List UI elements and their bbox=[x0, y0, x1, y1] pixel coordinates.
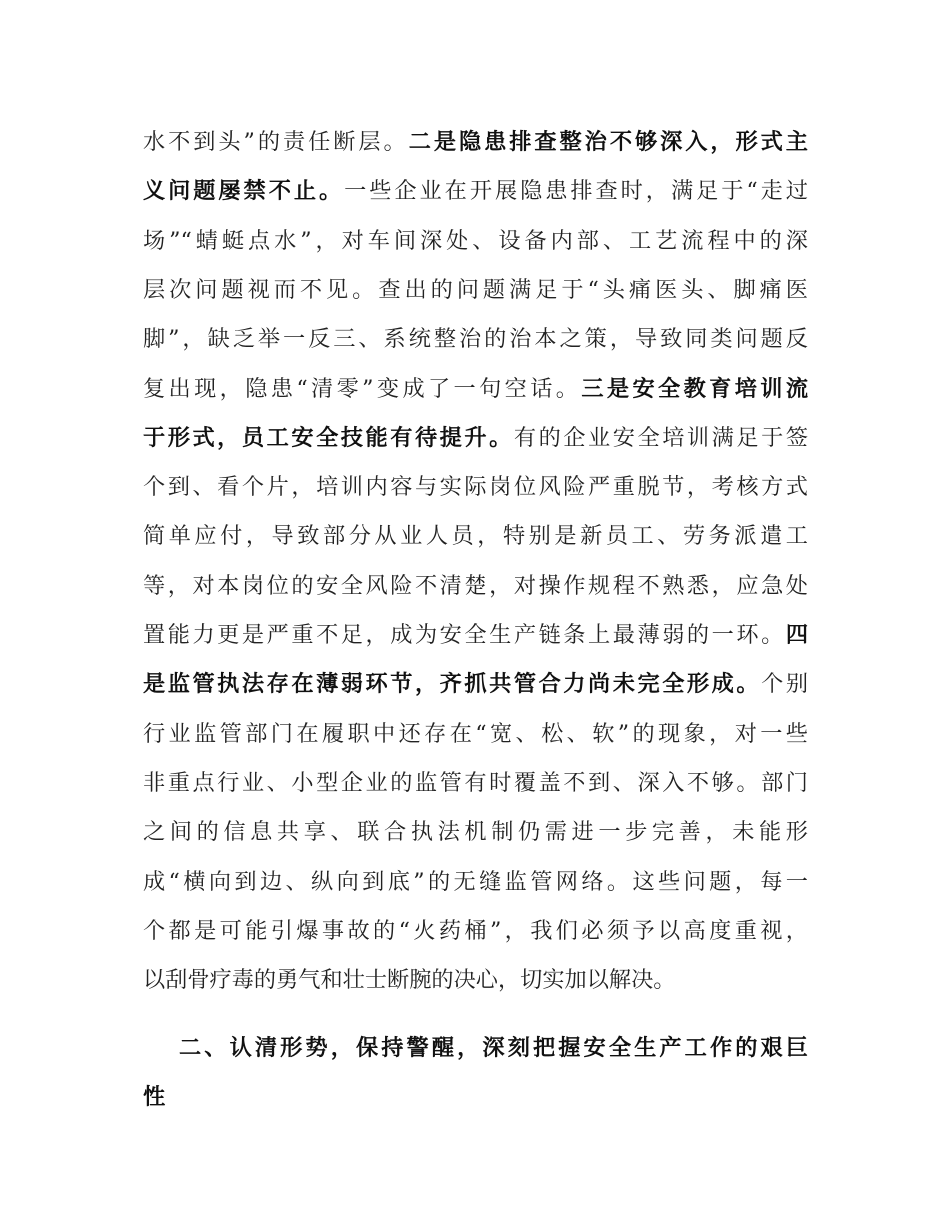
body-line bbox=[143, 660, 808, 709]
text-run: 置能力更是严重不足，成为安全生产链条上最薄弱的一环。 bbox=[143, 622, 786, 648]
text-run: 复出现，隐患“清零”变成了一句空话。 bbox=[143, 375, 582, 402]
text-run: 个别 bbox=[761, 671, 808, 698]
body-line bbox=[143, 956, 808, 1005]
body-line bbox=[143, 759, 808, 808]
text-run: 层次问题视而不见。查出的问题满足于“头痛医头、脚痛医 bbox=[143, 276, 808, 303]
body-line bbox=[143, 512, 808, 561]
body-line bbox=[143, 710, 808, 759]
text-run: 行业监管部门在履职中还存在“宽、松、软”的现象，对一些 bbox=[143, 720, 808, 747]
body-line bbox=[143, 315, 808, 364]
text-run: 成“横向到边、纵向到底”的无缝监管网络。这些问题，每一 bbox=[143, 868, 808, 895]
body-line bbox=[143, 118, 808, 167]
body-line bbox=[143, 365, 808, 414]
body-line bbox=[143, 858, 808, 907]
body-line bbox=[143, 907, 808, 956]
body-line bbox=[143, 217, 808, 266]
text-run: 以刮骨疗毒的勇气和壮士断腕的决心，切实加以解决。 bbox=[143, 967, 676, 994]
text-run: 之间的信息共享、联合执法机制仍需进一步完善，未能形 bbox=[143, 819, 808, 846]
heading-line: 性 bbox=[143, 1084, 166, 1111]
bold-text-run: 四 bbox=[785, 622, 808, 648]
body-line bbox=[143, 266, 808, 315]
body-line bbox=[143, 167, 808, 216]
text-run: 等，对本岗位的安全风险不清楚，对操作规程不熟悉，应急处 bbox=[143, 572, 808, 599]
text-run: 一些企业在开展隐患排查时，满足于“走过 bbox=[344, 178, 808, 205]
text-run: 个都是可能引爆事故的“火药桶”，我们必须予以高度重视， bbox=[143, 917, 808, 944]
heading-line: 二、认清形势，保持警醒，深刻把握安全生产工作的艰巨 bbox=[179, 1035, 808, 1061]
text-run: 水不到头”的责任断层。 bbox=[143, 129, 409, 155]
text-run: 场”“蜻蜓点水”，对车间深处、设备内部、工艺流程中的深 bbox=[143, 227, 808, 254]
text-run: 有的企业安全培训满足于签 bbox=[513, 424, 808, 451]
body-line bbox=[143, 562, 808, 611]
body-line bbox=[143, 463, 808, 512]
bold-text-run: 是监管执法存在薄弱环节，齐抓共管合力尚未完全形成。 bbox=[143, 671, 762, 698]
text-run: 简单应付，导致部分从业人员，特别是新员工、劳务派遣工 bbox=[143, 523, 808, 550]
bold-text-run: 义问题屡禁不止。 bbox=[143, 178, 345, 205]
bold-text-run: 三是安全教育培训流 bbox=[581, 375, 808, 402]
text-run: 非重点行业、小型企业的监管有时覆盖不到、深入不够。部门 bbox=[143, 769, 808, 796]
body-line bbox=[143, 808, 808, 857]
body-line bbox=[143, 611, 808, 660]
bold-text-run: 于形式，员工安全技能有待提升。 bbox=[143, 424, 514, 451]
body-line bbox=[143, 414, 808, 463]
bold-text-run: 二是隐患排查整治不够深入，形式主 bbox=[408, 129, 808, 155]
text-run: 脚”，缺乏举一反三、系统整治的治本之策，导致同类问题反 bbox=[143, 326, 808, 353]
text-run: 个到、看个片，培训内容与实际岗位风险严重脱节，考核方式 bbox=[143, 474, 808, 501]
